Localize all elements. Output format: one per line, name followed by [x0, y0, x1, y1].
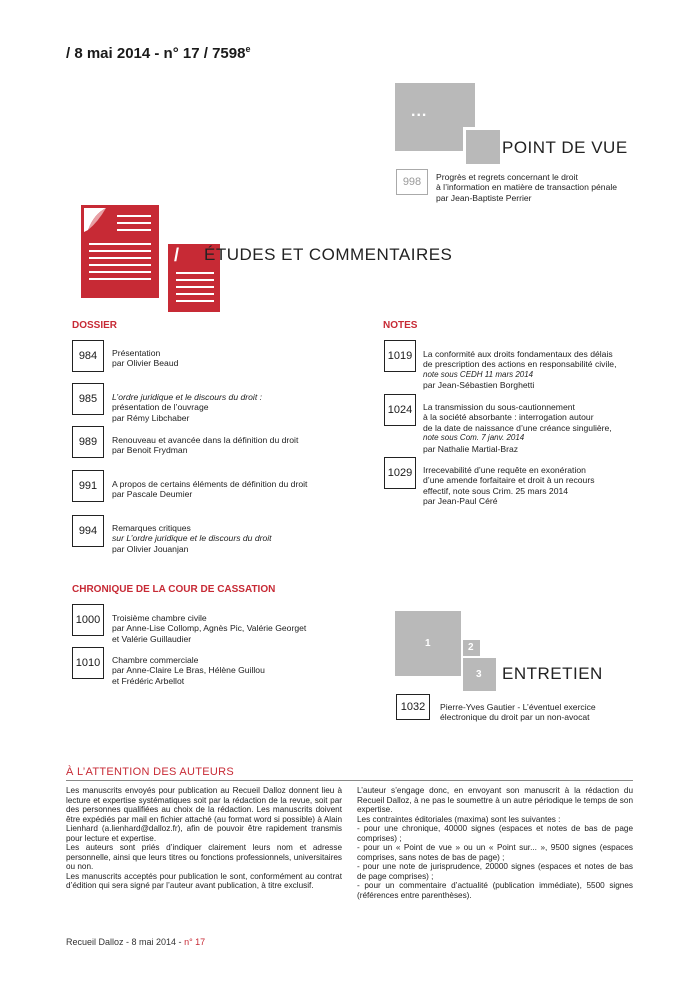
page-number-994[interactable]: 994 — [72, 515, 104, 547]
dots-glyph: ... — [411, 103, 428, 120]
page-number-984[interactable]: 984 — [72, 340, 104, 372]
divider — [66, 780, 633, 781]
label-1: 1 — [425, 638, 431, 649]
entretien-title: ENTRETIEN — [502, 664, 603, 683]
attention-heading: À L’ATTENTION DES AUTEURS — [66, 766, 235, 778]
dossier-entry[interactable]: Remarques critiques sur L’ordre juridique et le discours du droit par Olivier Jouanjan — [112, 523, 272, 554]
point-de-vue-title: POINT DE VUE — [502, 138, 628, 157]
notes-entry[interactable]: La transmission du sous-cautionnement à la société absorbante : interrogation autour de la date de naissance d’une créance singulière, note sous Com. 7 janv. 2014 par Nathalie Martial-Braz — [423, 402, 612, 454]
page-number-1029[interactable]: 1029 — [384, 457, 416, 489]
notes-entry[interactable]: La conformité aux droits fondamentaux des délais de prescription des actions en responsabilité civile, note sous CEDH 11 mars 2014 par Jean-Sébastien Borghetti — [423, 349, 617, 391]
page-number-1000[interactable]: 1000 — [72, 604, 104, 636]
dossier-entry[interactable]: Présentation par Olivier Beaud — [112, 348, 179, 369]
page-number-998[interactable]: 998 — [396, 169, 428, 195]
dossier-entry[interactable]: A propos de certains éléments de définition du droit par Pascale Deumier — [112, 479, 308, 500]
slash-glyph: / — [174, 245, 180, 265]
chronique-heading: CHRONIQUE DE LA COUR DE CASSATION — [72, 584, 276, 595]
attention-column-1: Les manuscrits envoyés pour publication au Recueil Dalloz donnent lieu à lecture et expertise systématiques soit par la rédaction de la revue, soit par des personnes qualifiées au choix de la rédaction. Les manuscrits doivent être expédiés par mail en fichier attaché (au format word si possible) à Alain Lienhard (a.lienhard@dalloz.fr), afin de pouvoir être rapidement transmis pour lecture et expertise. Les auteurs sont priés d’indiquer clairement leurs nom et adresse personnelle, ainsi que leurs titres ou fonctions professionnels, universitaires ou non. Les manuscrits acceptés pour publication le sont, conformément au contrat d’édition qui sera signé par l’auteur avant publication, à titre exclusif. — [66, 786, 342, 890]
label-3: 3 — [476, 669, 482, 680]
notes-heading: NOTES — [383, 320, 418, 331]
issue-header: / 8 mai 2014 - n° 17 / 7598e — [66, 44, 251, 62]
page-number-1019[interactable]: 1019 — [384, 340, 416, 372]
entretien-entry[interactable]: Pierre-Yves Gautier - L’éventuel exercice électronique du droit par un non-avocat — [440, 702, 596, 723]
page-number-989[interactable]: 989 — [72, 426, 104, 458]
page-number-985[interactable]: 985 — [72, 383, 104, 415]
chronique-entry[interactable]: Chambre commerciale par Anne-Claire Le Bras, Hélène Guillou et Frédéric Arbellot — [112, 655, 265, 686]
page-number-1032[interactable]: 1032 — [396, 694, 430, 720]
page-number-1024[interactable]: 1024 — [384, 394, 416, 426]
chronique-entry[interactable]: Troisième chambre civile par Anne-Lise Collomp, Agnès Pic, Valérie Georget et Valérie Guillaudier — [112, 613, 307, 644]
attention-column-2: L’auteur s’engage donc, en envoyant son manuscrit à la rédaction du Recueil Dalloz, à ne pas le soumettre à un autre périodique le temps de son expertise. Les contraintes éditoriales (maxima) sont les suivantes : - pour une chronique, 40000 signes (espaces et notes de bas de page comprises) ; - pour un « Point de vue » ou un « Point sur... », 9500 signes (espaces comprises, sans notes de bas de page) ; - pour une note de jurisprudence, 20000 signes (espaces et notes de bas de page comprises) ; - pour un commentaire d’actualité (publication immédiate), 5500 signes (références entre parenthèses). — [357, 786, 633, 900]
point-de-vue-icon-small — [463, 127, 500, 164]
etudes-title: ÉTUDES ET COMMENTAIRES — [204, 245, 453, 264]
page-footer: Recueil Dalloz - 8 mai 2014 - n° 17 — [66, 937, 206, 947]
page-number-1010[interactable]: 1010 — [72, 647, 104, 679]
page-number-991[interactable]: 991 — [72, 470, 104, 502]
dossier-heading: DOSSIER — [72, 320, 118, 331]
notes-entry[interactable]: Irrecevabilité d’une requête en exonération d’une amende forfaitaire et droit à un recours effectif, note sous Crim. 25 mars 2014 par Jean-Paul Céré — [423, 465, 595, 507]
label-2: 2 — [468, 642, 474, 653]
point-de-vue-entry[interactable]: Progrès et regrets concernant le droit à l’information en matière de transaction pénale par Jean-Baptiste Perrier — [436, 172, 618, 203]
page-fold-icon — [84, 208, 108, 232]
dossier-entry[interactable]: L’ordre juridique et le discours du droit : présentation de l’ouvrage par Rémy Libchaber — [112, 392, 262, 423]
dossier-entry[interactable]: Renouveau et avancée dans la définition du droit par Benoit Frydman — [112, 435, 299, 456]
